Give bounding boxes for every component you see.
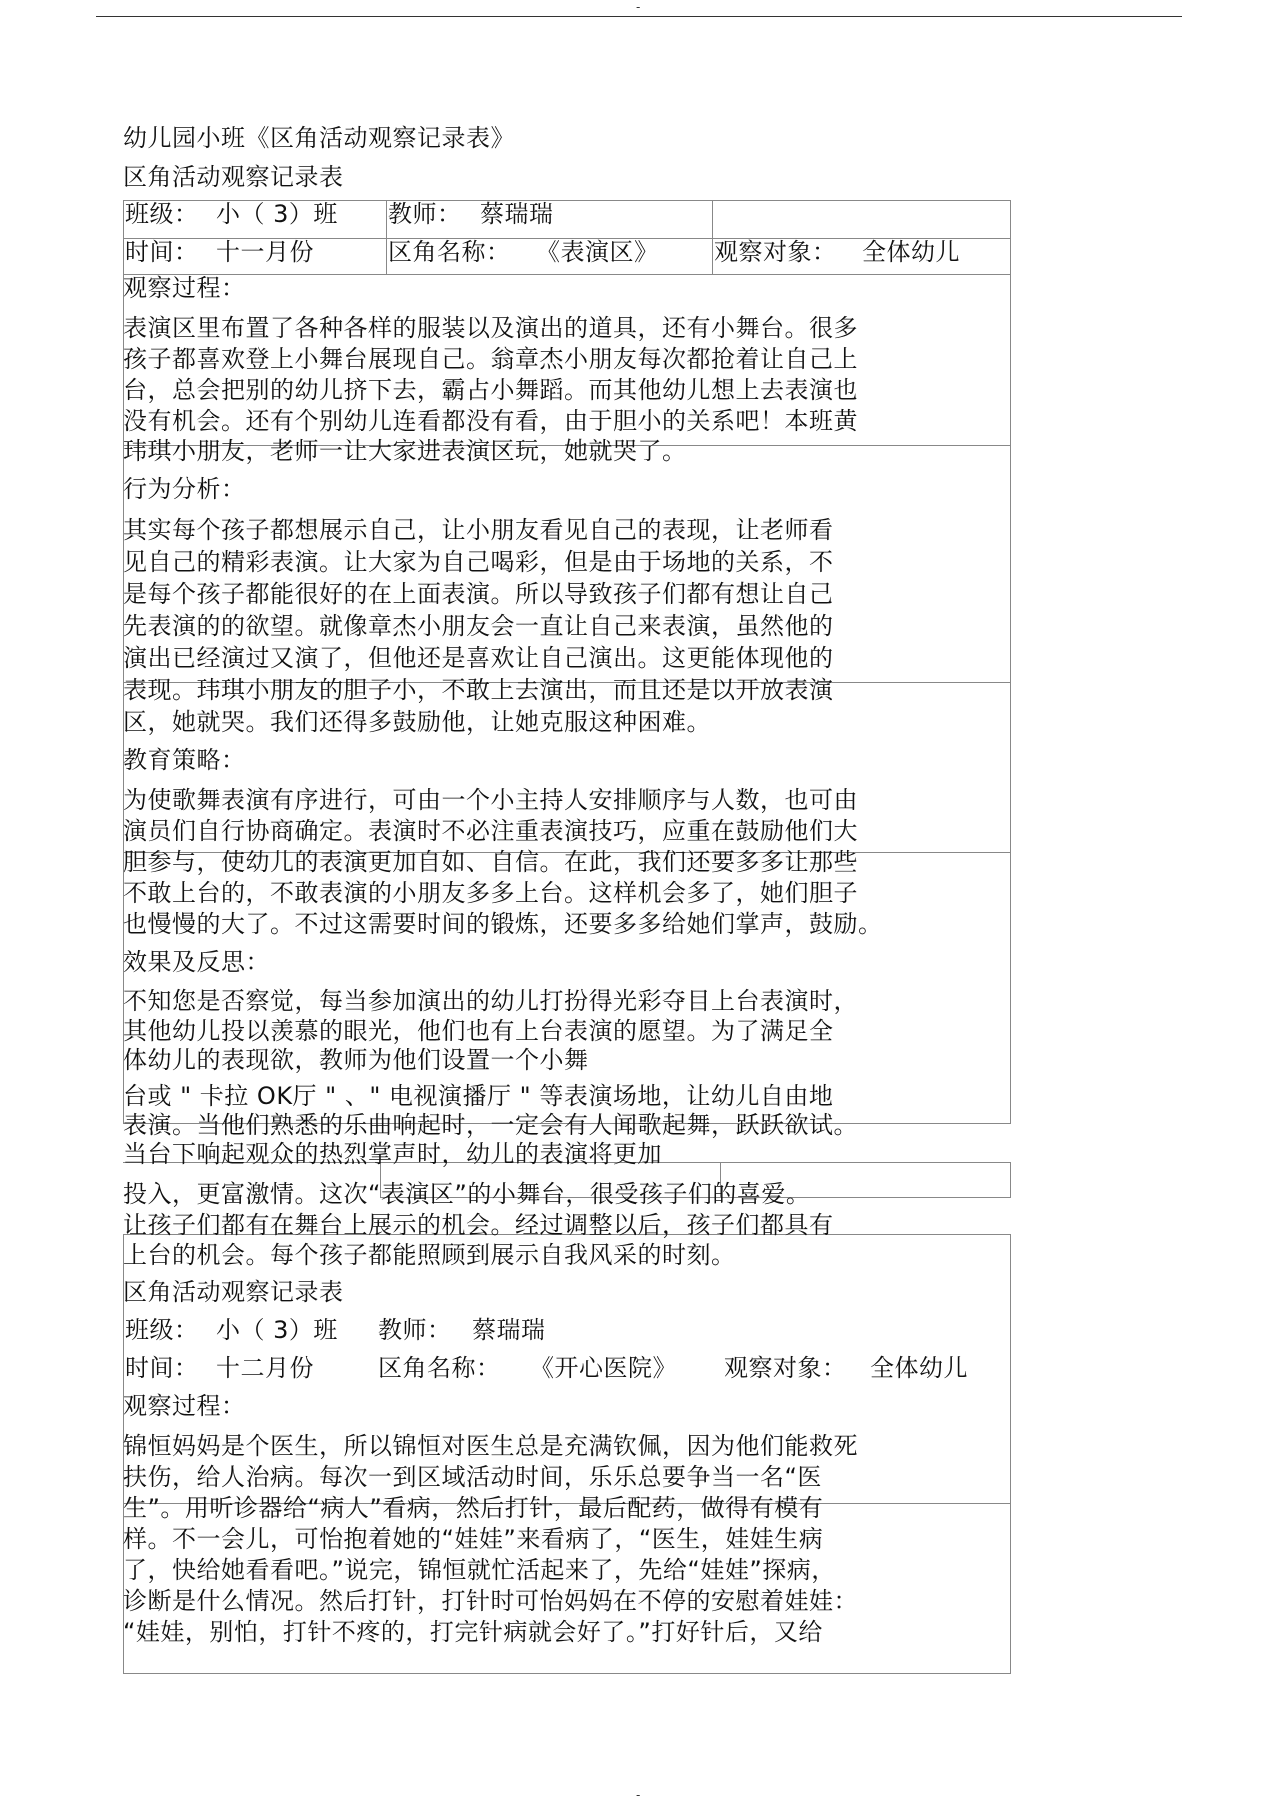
form2-area-label: 区角名称： — [378, 1354, 501, 1382]
form2-heading: 区角活动观察记录表 — [123, 1278, 344, 1306]
form1-heading: 区角活动观察记录表 — [123, 163, 344, 191]
form1-effect-label: 效果及反思： — [123, 948, 270, 976]
form1-effect-line: 让孩子们都有在舞台上展示的机会。经过调整以后，孩子们都具有 — [123, 1211, 834, 1239]
form2-teacher-label: 教师： — [378, 1316, 452, 1344]
header-dash: - — [636, 0, 641, 14]
form1-teacher-value: 蔡瑞瑞 — [480, 200, 554, 228]
form1-analysis-line: 见自己的精彩表演。让大家为自己喝彩，但是由于场地的关系，不 — [123, 548, 834, 576]
form1-target-label: 观察对象： — [714, 238, 837, 266]
form2-process-line: 锦恒妈妈是个医生，所以锦恒对医生总是充满钦佩，因为他们能救死 — [123, 1432, 858, 1460]
form1-effect-line: 当台下响起观众的热烈掌声时，幼儿的表演将更加 — [123, 1140, 662, 1168]
form1-process-line: 台，总会把别的幼儿挤下去，霸占小舞蹈。而其他幼儿想上去表演也 — [123, 376, 858, 404]
form1-effect-line: 投入，更富激情。这次“表演区”的小舞台，很受孩子们的喜爱。 — [123, 1180, 811, 1208]
footer-dash: - — [636, 1788, 641, 1802]
form1-time-label: 时间： — [125, 238, 199, 266]
form1-process-label: 观察过程： — [123, 274, 246, 302]
form2-process-line: 样。不一会儿，可怡抱着她的“娃娃”来看病了，“医生，娃娃生病 — [123, 1525, 824, 1553]
form1-analysis-label: 行为分析： — [123, 475, 246, 503]
form1-process-line: 孩子都喜欢登上小舞台展现自己。翁章杰小朋友每次都抢着让自己上 — [123, 345, 858, 373]
form1-analysis-line: 区，她就哭。我们还得多鼓励他，让她克服这种困难。 — [123, 708, 711, 736]
form2-time-label: 时间： — [125, 1354, 199, 1382]
form2-area-value: 《开心医院》 — [530, 1354, 677, 1382]
form1-analysis-line: 表现。玮琪小朋友的胆子小，不敢上去演出，而且还是以开放表演 — [123, 676, 834, 704]
form1-process-line: 玮琪小朋友，老师一让大家进表演区玩，她就哭了。 — [123, 437, 687, 465]
form2-process-line: 了，快给她看看吧。”说完，锦恒就忙活起来了，先给“娃娃”探病， — [123, 1556, 836, 1584]
form1-teacher-label: 教师： — [388, 200, 462, 228]
form1-target-value: 全体幼儿 — [862, 238, 960, 266]
form1-analysis-line: 演出已经演过又演了，但他还是喜欢让自己演出。这更能体现他的 — [123, 644, 834, 672]
form1-class-value: 小（ 3）班 — [216, 200, 338, 228]
form2-time-value: 十二月份 — [216, 1354, 314, 1382]
form1-area-value: 《表演区》 — [536, 238, 659, 266]
form1-effect-line: 不知您是否察觉，每当参加演出的幼儿打扮得光彩夺目上台表演时， — [123, 987, 858, 1015]
form1-analysis-line: 其实每个孩子都想展示自己，让小朋友看见自己的表现，让老师看 — [123, 516, 834, 544]
form1-strategy-line: 演员们自行协商确定。表演时不必注重表演技巧，应重在鼓励他们大 — [123, 817, 858, 845]
table-rule — [386, 200, 387, 274]
form1-strategy-line: 为使歌舞表演有序进行，可由一个小主持人安排顺序与人数，也可由 — [123, 786, 858, 814]
form1-effect-line: 台或 " 卡拉 OK厅 " 、" 电视演播厅 " 等表演场地，让幼儿自由地 — [123, 1082, 834, 1110]
form2-process-line: 扶伤，给人治病。每次一到区域活动时间，乐乐总要争当一名“医 — [123, 1463, 822, 1491]
form1-area-label: 区角名称： — [388, 238, 511, 266]
form1-effect-line: 表演。当他们熟悉的乐曲响起时，一定会有人闻歌起舞，跃跃欲试。 — [123, 1111, 858, 1139]
form2-process-line: 诊断是什么情况。然后打针，打针时可怡妈妈在不停的安慰着娃娃： — [123, 1587, 858, 1615]
form1-strategy-line: 也慢慢的大了。不过这需要时间的锻炼，还要多多给她们掌声，鼓励。 — [123, 910, 883, 938]
form1-analysis-line: 先表演的的欲望。就像章杰小朋友会一直让自己来表演，虽然他的 — [123, 612, 834, 640]
form1-process-line: 没有机会。还有个别幼儿连看都没有看，由于胆小的关系吧！本班黄 — [123, 407, 858, 435]
form1-effect-line: 上台的机会。每个孩子都能照顾到展示自我风采的时刻。 — [123, 1241, 736, 1269]
form2-class-value: 小（ 3）班 — [216, 1316, 338, 1344]
table-rule — [712, 200, 713, 274]
form1-strategy-line: 不敢上台的，不敢表演的小朋友多多上台。这样机会多了，她们胆子 — [123, 879, 858, 907]
form1-time-value: 十一月份 — [216, 238, 314, 266]
form2-teacher-value: 蔡瑞瑞 — [472, 1316, 546, 1344]
form1-effect-line: 体幼儿的表现欲，教师为他们设置一个小舞 — [123, 1046, 589, 1074]
form1-process-line: 表演区里布置了各种各样的服装以及演出的道具，还有小舞台。很多 — [123, 314, 858, 342]
form2-class-label: 班级： — [125, 1316, 199, 1344]
document-title: 幼儿园小班《区角活动观察记录表》 — [123, 124, 515, 152]
form2-process-line: “娃娃，别怕，打针不疼的，打完针病就会好了。”打好针后，又给 — [123, 1618, 823, 1646]
form2-process-label: 观察过程： — [123, 1392, 246, 1420]
form2-process-line: 生”。用听诊器给“病人”看病，然后打针，最后配药，做得有模有 — [123, 1494, 824, 1522]
form1-class-label: 班级： — [125, 200, 199, 228]
form1-strategy-label: 教育策略： — [123, 746, 246, 774]
form2-target-value: 全体幼儿 — [870, 1354, 968, 1382]
form1-effect-line: 其他幼儿投以羡慕的眼光，他们也有上台表演的愿望。为了满足全 — [123, 1017, 834, 1045]
header-rule — [96, 16, 1182, 17]
form1-analysis-line: 是每个孩子都能很好的在上面表演。所以导致孩子们都有想让自己 — [123, 580, 834, 608]
form2-target-label: 观察对象： — [724, 1354, 847, 1382]
table-rule — [123, 274, 1011, 275]
form1-strategy-line: 胆参与，使幼儿的表演更加自如、自信。在此，我们还要多多让那些 — [123, 848, 858, 876]
